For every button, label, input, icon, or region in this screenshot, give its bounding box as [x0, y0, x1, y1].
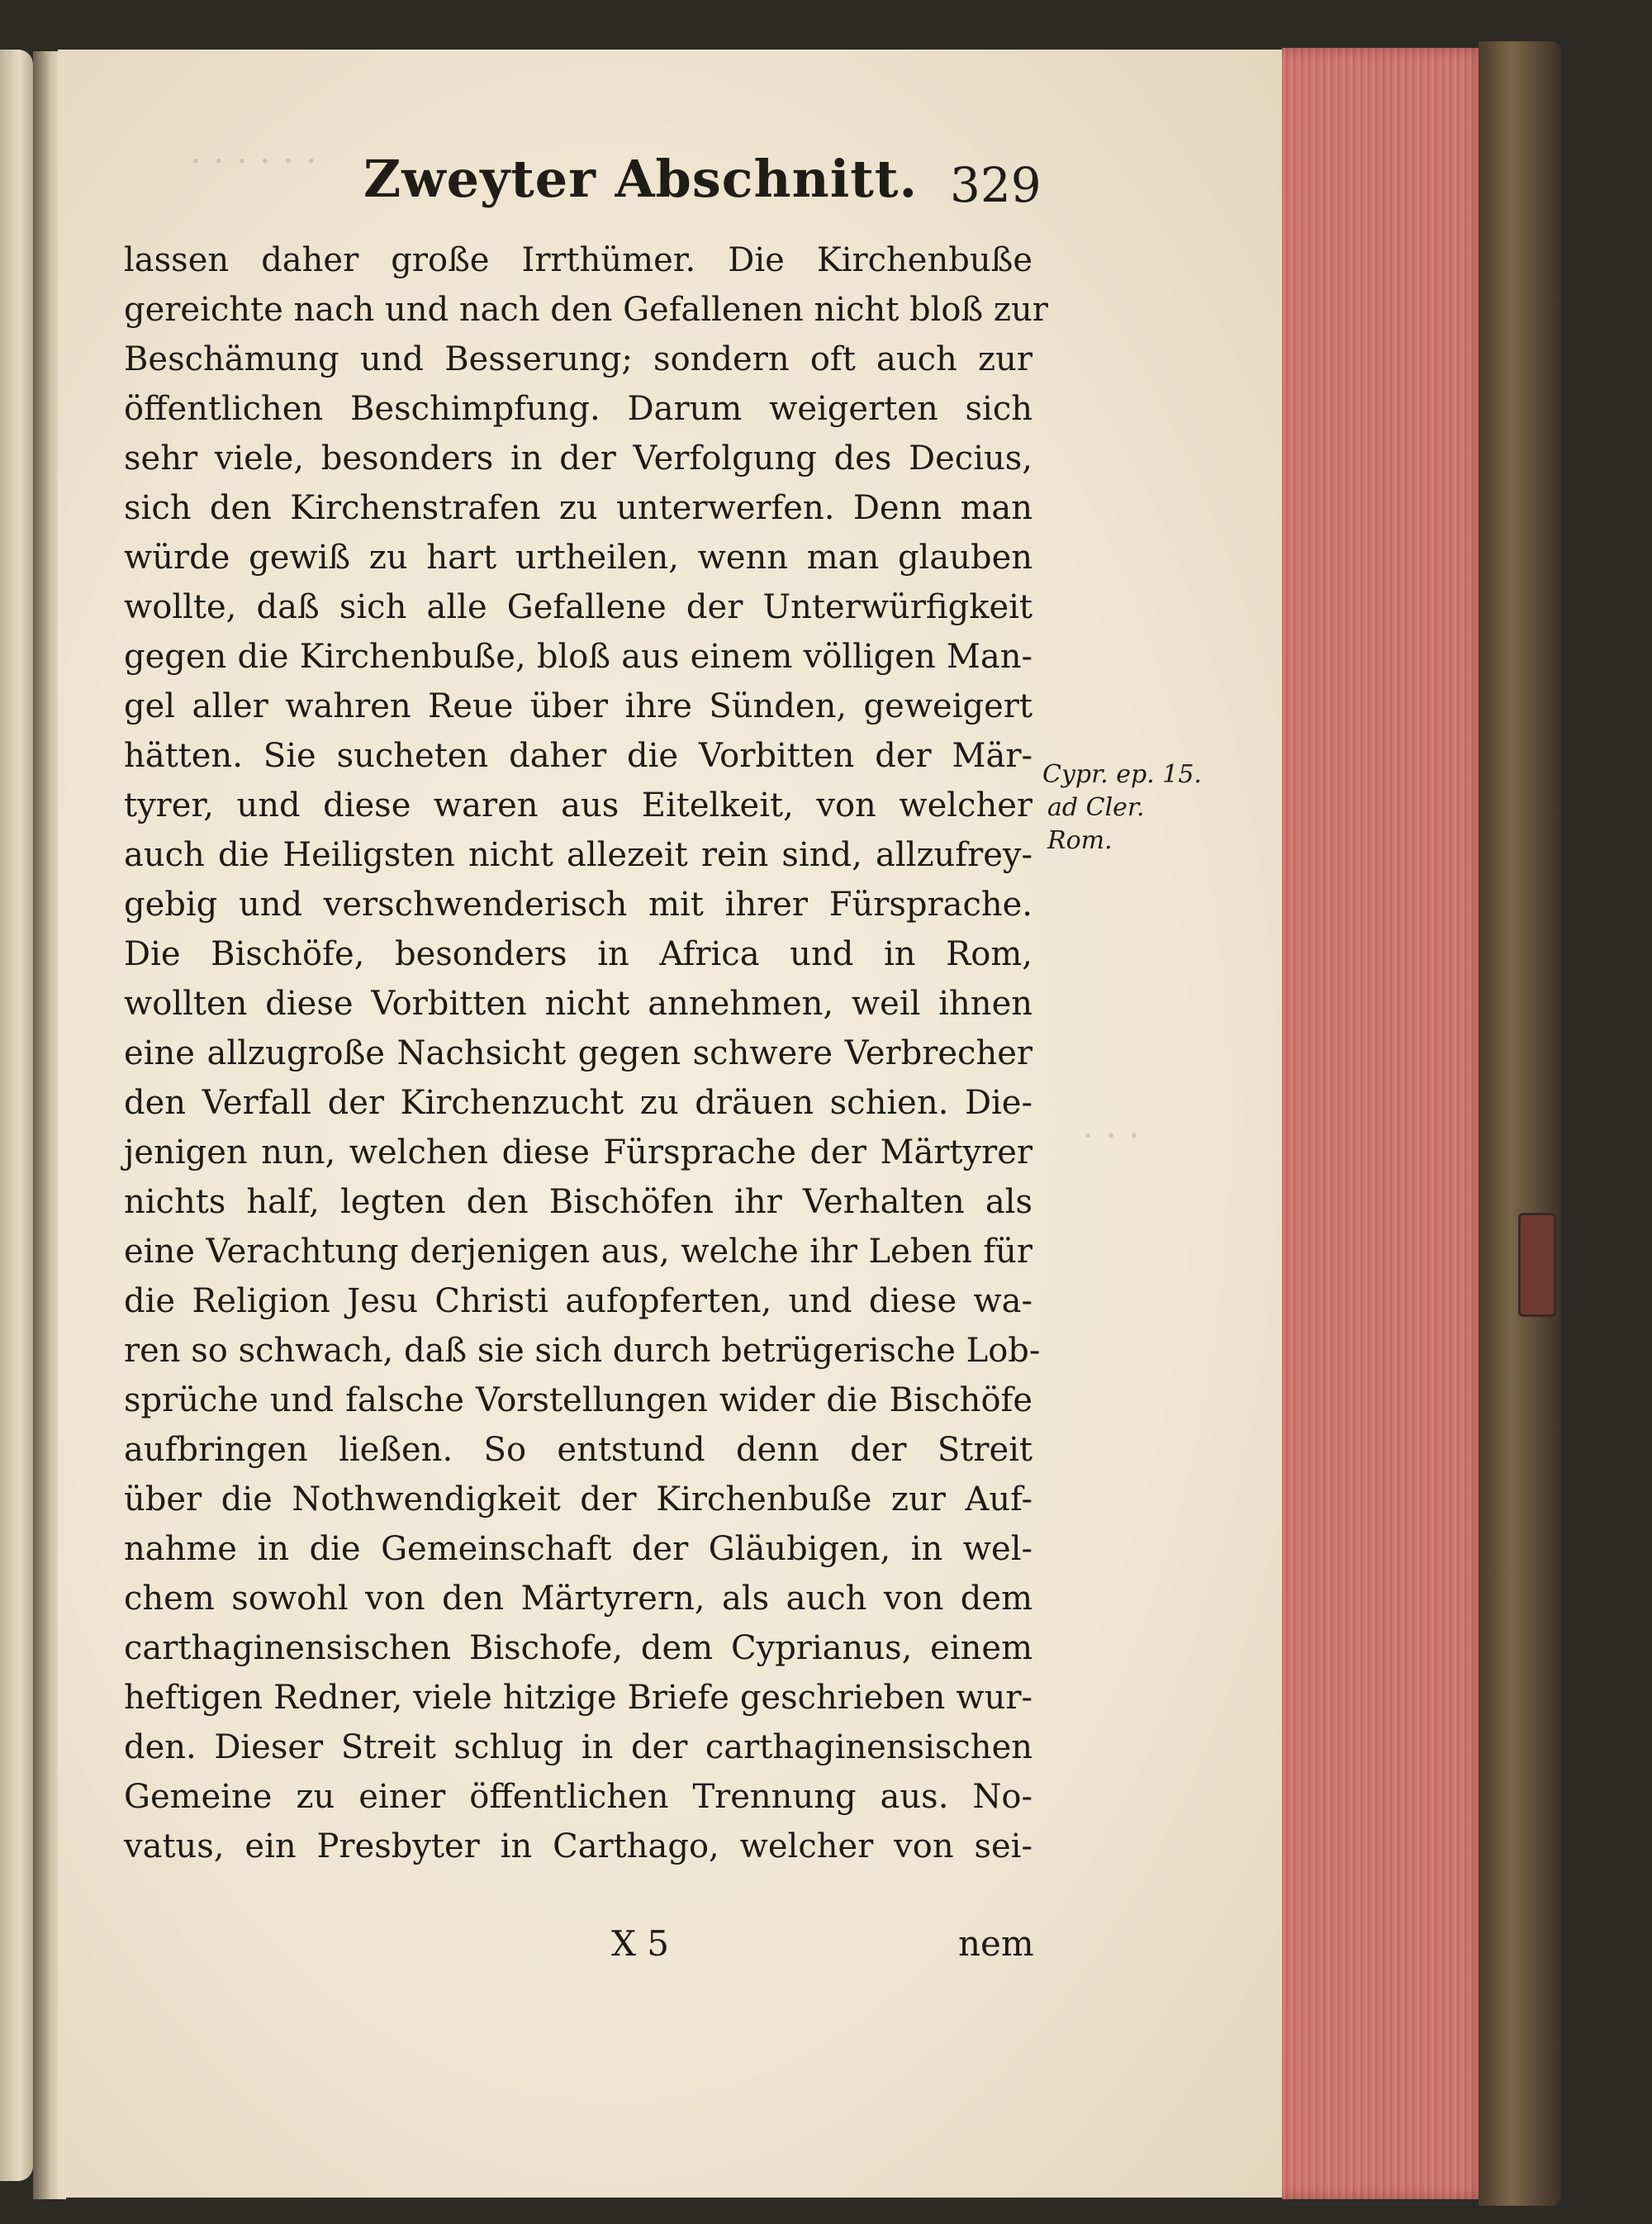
- body-text: [124, 235, 1048, 1871]
- text-line: ren so schwach, daß sie sich durch betrügerische Lob-: [124, 1332, 1041, 1370]
- text-line: jenigen nun, welchen diese Fürsprache der Märtyrer: [124, 1133, 1032, 1171]
- text-line: gel aller wahren Reue über ihre Sünden, geweigert: [124, 687, 1032, 725]
- text-line: hätten. Sie sucheten daher die Vorbitten der Mär-: [124, 737, 1032, 775]
- page-number: 329: [950, 157, 1042, 213]
- text-line: sich den Kirchenstrafen zu unterwerfen. Denn man: [124, 489, 1032, 527]
- text-line: Beschämung und Besserung; sondern oft auch zur: [124, 340, 1032, 378]
- left-page-edge: [0, 50, 33, 2181]
- signature-mark: X 5: [611, 1923, 669, 1964]
- text-line: über die Nothwendigkeit der Kirchenbuße zur Auf-: [124, 1480, 1032, 1518]
- running-head: Zweyter Abschnitt.: [363, 149, 919, 209]
- text-line: tyrer, und diese waren aus Eitelkeit, von welcher: [124, 786, 1032, 824]
- text-line: öffentlichen Beschimpfung. Darum weigerten sich: [124, 390, 1032, 428]
- text-line: carthaginensischen Bischofe, dem Cyprianus, einem: [124, 1629, 1032, 1667]
- text-line: Gemeine zu einer öffentlichen Trennung aus. No-: [124, 1778, 1032, 1816]
- cover-clasp: [1518, 1213, 1556, 1317]
- text-line: wollten diese Vorbitten nicht annehmen, weil ihnen: [124, 985, 1032, 1023]
- text-line: heftigen Redner, viele hitzige Briefe geschrieben wur-: [124, 1679, 1032, 1717]
- text-line: die Religion Jesu Christi aufopferten, und diese wa-: [124, 1282, 1032, 1320]
- book-cover: [1479, 41, 1561, 2206]
- margin-note-line: ad Cler.: [1047, 793, 1145, 822]
- text-line: gebig und verschwenderisch mit ihrer Fürsprache.: [124, 886, 1032, 924]
- margin-note: [1042, 758, 1249, 858]
- text-line: wollte, daß sich alle Gefallene der Unterwürfigkeit: [124, 588, 1032, 626]
- bleed-through-margin: · · ·: [1082, 1115, 1140, 1157]
- text-line: nahme in die Gemeinschaft der Gläubigen, in wel-: [124, 1530, 1032, 1568]
- text-line: sehr viele, besonders in der Verfolgung des Decius,: [124, 440, 1032, 478]
- text-line: würde gewiß zu hart urtheilen, wenn man glauben: [124, 539, 1032, 577]
- catchword: nem: [958, 1923, 1034, 1964]
- text-line: eine allzugroße Nachsicht gegen schwere Verbrecher: [124, 1034, 1032, 1072]
- text-line: chem sowohl von den Märtyrern, als auch von dem: [124, 1580, 1032, 1618]
- text-line: sprüche und falsche Vorstellungen wider die Bischöfe: [124, 1381, 1032, 1419]
- text-line: eine Verachtung derjenigen aus, welche ihr Leben für: [124, 1233, 1032, 1271]
- text-line: gegen die Kirchenbuße, bloß aus einem völligen Man-: [124, 638, 1032, 676]
- margin-note-line: Rom.: [1047, 826, 1113, 855]
- text-line: Die Bischöfe, besonders in Africa und in Rom,: [124, 935, 1032, 973]
- red-page-edges: [1282, 48, 1487, 2199]
- text-line: nichts half, legten den Bischöfen ihr Verhalten als: [124, 1183, 1032, 1221]
- text-line: den. Dieser Streit schlug in der carthaginensischen: [124, 1728, 1032, 1766]
- text-line: vatus, ein Presbyter in Carthago, welcher von sei-: [124, 1827, 1032, 1865]
- text-line: den Verfall der Kirchenzucht zu dräuen schien. Die-: [124, 1084, 1032, 1122]
- text-line: auch die Heiligsten nicht allezeit rein sind, allzufrey-: [124, 836, 1032, 874]
- text-line: gereichte nach und nach den Gefallenen nicht bloß zur: [124, 291, 1048, 329]
- margin-note-line: Cypr. ep. 15.: [1042, 760, 1202, 789]
- text-line: aufbringen ließen. So entstund denn der Streit: [124, 1431, 1032, 1469]
- bleed-through-header: · · · · · ·: [190, 140, 317, 183]
- text-line: lassen daher große Irrthümer. Die Kirchenbuße: [124, 241, 1032, 279]
